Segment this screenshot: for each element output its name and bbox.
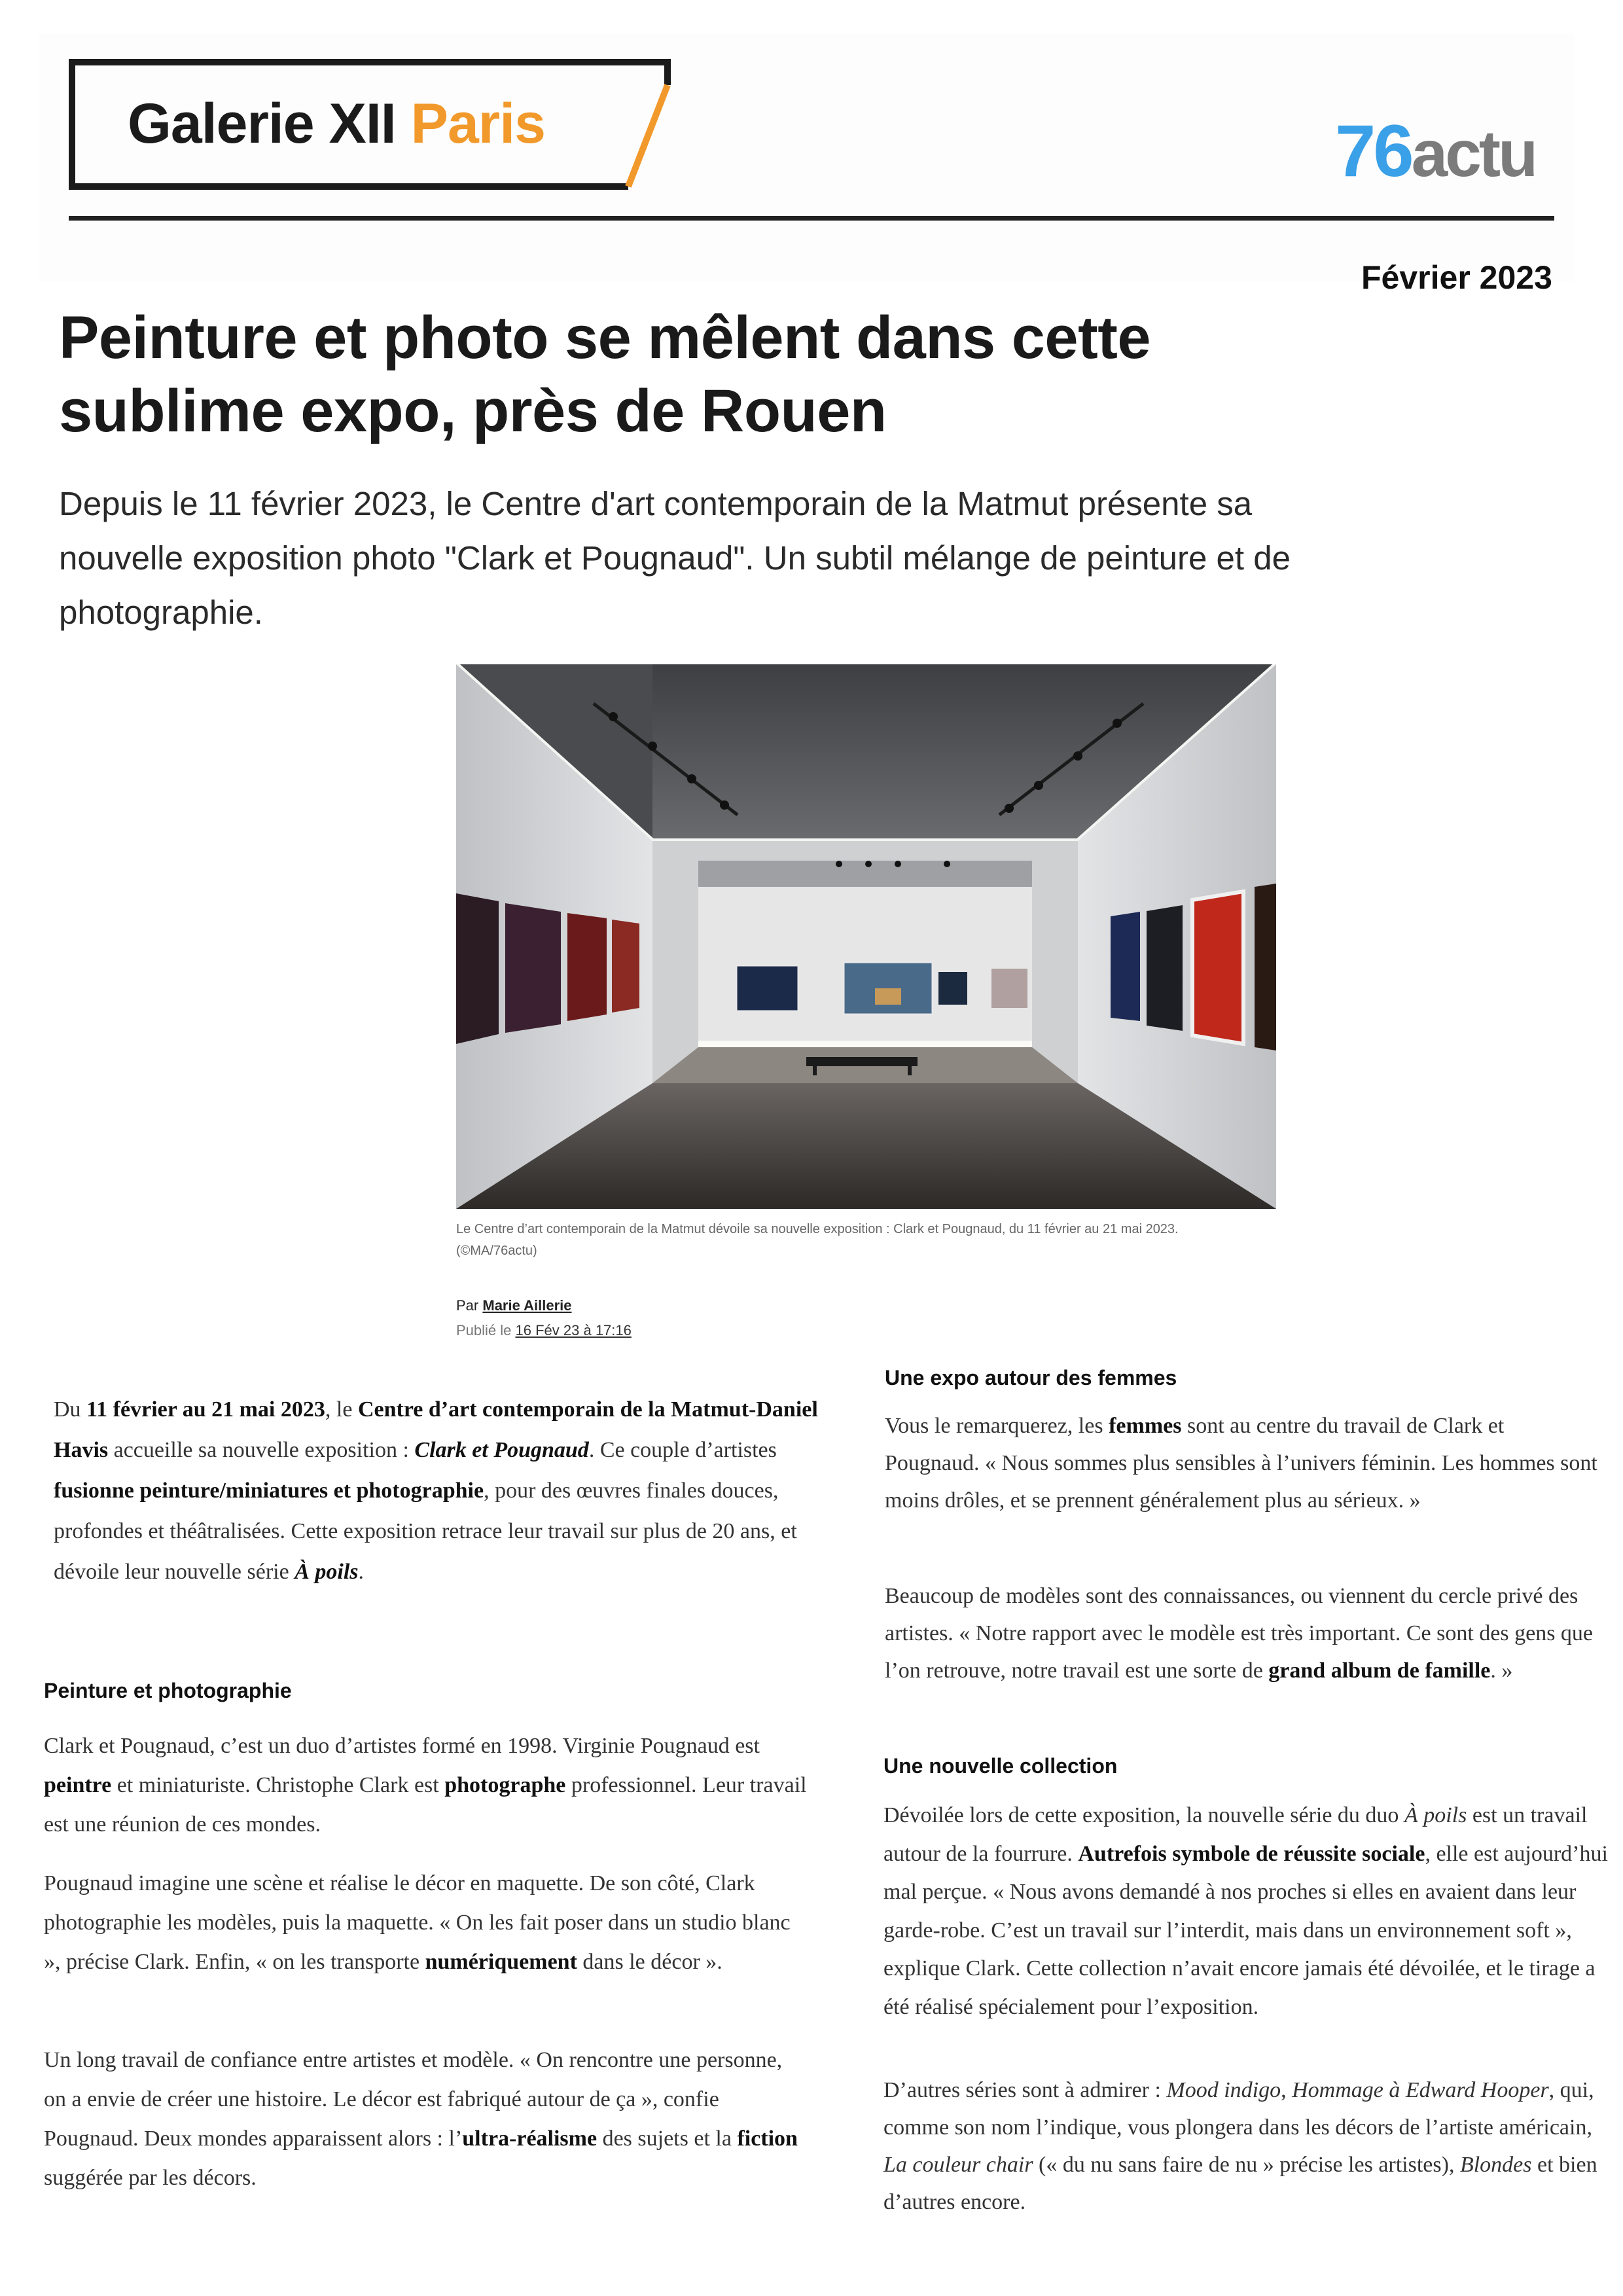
para-maquette-bold: numériquement — [425, 1950, 577, 1974]
para-series — [883, 2072, 1610, 2221]
section-heading-collection: Une nouvelle collection — [883, 1754, 1118, 1778]
para-duo — [44, 1727, 823, 1844]
lead-paragraph: Depuis le 11 février 2023, le Centre d'art contemporain de la Matmut présente sa nouvelle exposition photo "Clark et Pougnaud". Un subtil mélange de peinture et de photographie. — [59, 485, 1291, 631]
para-confiance-bold-realisme: ultra-réalisme — [462, 2126, 597, 2151]
headline — [59, 301, 1368, 448]
para-series-text-4: (« du nu sans faire de nu » précise les artistes), — [1039, 2153, 1455, 2177]
para-confiance-text-1: Un long travail de confiance entre artistes et modèle. « On rencontre une personne, on a envie de créer une histoire. Le décor est fabriqué autour de ça », confie Pougnaud. Deux mondes apparaissent alors : l’ — [44, 2048, 783, 2151]
intro-bold-dates: 11 février au 21 mai 2023 — [86, 1397, 325, 1422]
para-series-text-5: et bien d’autres encore. — [883, 2153, 1597, 2214]
para-maquette-text-2: dans le décor ». — [582, 1950, 722, 1974]
para-modeles-bold: grand album de famille — [1268, 1659, 1491, 1683]
para-modeles — [885, 1577, 1611, 1689]
brand-number: 76 — [1335, 110, 1412, 192]
intro-text-1: Du — [54, 1397, 81, 1422]
para-femmes-bold: femmes — [1109, 1414, 1182, 1438]
logo-name: Galerie XII — [128, 92, 396, 155]
para-confiance-text-3: suggérée par les décors. — [44, 2166, 257, 2190]
intro-series-title: À poils — [294, 1560, 359, 1584]
para-collection — [883, 1797, 1610, 2026]
para-collection-text-1: Dévoilée lors de cette exposition, la nouvelle série du duo — [883, 1803, 1399, 1827]
published-prefix: Publié le — [456, 1322, 512, 1338]
section-heading-femmes: Une expo autour des femmes — [885, 1366, 1177, 1390]
byline-prefix: Par — [456, 1297, 479, 1314]
caption-credit: (©MA/76actu) — [456, 1244, 537, 1258]
para-confiance-bold-fiction: fiction — [737, 2126, 798, 2151]
headline-line-1: Peinture et photo se mêlent dans cette — [59, 304, 1151, 371]
para-confiance-text-2: des sujets et la — [602, 2126, 732, 2151]
logo-city: Paris — [410, 92, 545, 155]
intro-exhibit-title: Clark et Pougnaud — [414, 1438, 589, 1462]
intro-bold-fusion: fusionne peinture/miniatures et photographie — [54, 1479, 484, 1503]
para-collection-text-3: , elle est aujourd’hui mal perçue. « Nous avons demandé à nos proches si elles en avaient dans leur garde-robe. C’est un travail sur l’interdit, mais dans un environnement soft », explique Clark. Cette collection n’avait encore jamais été dévoilée, et le tirage a été réalisé spécialement pour l’exposition. — [883, 1841, 1608, 2019]
para-maquette — [44, 1864, 806, 1982]
intro-bold-centre: Centre d’art contemporain de la Matmut-Daniel Havis — [54, 1397, 818, 1462]
para-duo-text-3: professionnel. Leur travail est une réunion de ces mondes. — [44, 1773, 807, 1837]
para-duo-text-2: et miniaturiste. Christophe Clark est — [116, 1773, 439, 1797]
para-duo-bold-photographe: photographe — [444, 1773, 566, 1797]
gallery-logo — [128, 92, 545, 156]
intro-text-2: , le — [325, 1397, 353, 1422]
para-femmes — [885, 1407, 1601, 1519]
intro-text-3: accueille sa nouvelle exposition : — [113, 1438, 409, 1462]
para-confiance — [44, 2041, 810, 2198]
intro-text-5: , pour des œuvres finales douces, profondes et théâtralisées. Cette exposition retrace leur travail sur plus de 20 ans, et dévoile leur nouvelle série — [54, 1479, 797, 1584]
intro-text-4: . Ce couple d’artistes — [588, 1438, 777, 1462]
para-series-text-3: , qui, comme son nom l’indique, vous plongera dans les décors de l’artiste américain, — [883, 2078, 1594, 2140]
para-modeles-text-2: . » — [1490, 1659, 1513, 1683]
brand-word: actu — [1411, 117, 1536, 190]
photo-caption — [456, 1219, 1281, 1262]
intro-text-6: . — [358, 1560, 365, 1584]
published-date-link[interactable]: 16 Fév 23 à 17:16 — [515, 1322, 632, 1338]
series-mood-indigo: Mood indigo — [1166, 2078, 1281, 2102]
para-series-text-2: , — [1281, 2078, 1287, 2102]
published-date — [456, 1322, 632, 1339]
para-maquette-text-1: Pougnaud imagine une scène et réalise le décor en maquette. De son côté, Clark photographie les modèles, puis la maquette. « On les fait poser dans un studio blanc », précise Clark. Enfin, « on les transporte — [44, 1871, 791, 1974]
gallery-photo — [456, 664, 1276, 1209]
issue-date: Février 2023 — [1361, 259, 1552, 296]
header-rule — [69, 216, 1554, 221]
caption-line-1: Le Centre d’art contemporain de la Matmut dévoile sa nouvelle exposition : Clark et Pougnaud, du 11 février au 21 mai 2023. — [456, 1222, 1179, 1236]
brand-logo — [1335, 110, 1536, 192]
para-collection-bold: Autrefois symbole de réussite sociale — [1078, 1841, 1425, 1866]
author-link[interactable]: Marie Aillerie — [482, 1297, 572, 1314]
para-collection-text-2: est un travail autour de la fourrure. — [883, 1803, 1588, 1866]
intro-paragraph — [54, 1390, 829, 1592]
para-femmes-text-1: Vous le remarquerez, les — [885, 1414, 1103, 1438]
para-collection-series: À poils — [1404, 1803, 1467, 1827]
series-blondes: Blondes — [1459, 2153, 1532, 2177]
headline-line-2: sublime expo, près de Rouen — [59, 378, 887, 444]
para-duo-bold-peintre: peintre — [44, 1773, 112, 1797]
byline — [456, 1297, 572, 1314]
section-heading-peinture: Peinture et photographie — [44, 1679, 292, 1702]
para-series-text-1: D’autres séries sont à admirer : — [883, 2078, 1161, 2102]
para-femmes-text-2: sont au centre du travail de Clark et Pougnaud. « Nous sommes plus sensibles à l’univers féminin. Les hommes sont moins drôles, et se prennent généralement plus au sérieux. » — [885, 1414, 1597, 1513]
series-couleur-chair: La couleur chair — [883, 2153, 1033, 2177]
para-duo-text-1: Clark et Pougnaud, c’est un duo d’artistes formé en 1998. Virginie Pougnaud est — [44, 1734, 760, 1758]
para-modeles-text-1: Beaucoup de modèles sont des connaissances, ou viennent du cercle privé des artistes. « Notre rapport avec le modèle est très important. Ce sont des gens que l’on retrouve, notre travail est une sorte de — [885, 1584, 1594, 1683]
series-hommage-hooper: Hommage à Edward Hooper — [1292, 2078, 1549, 2102]
